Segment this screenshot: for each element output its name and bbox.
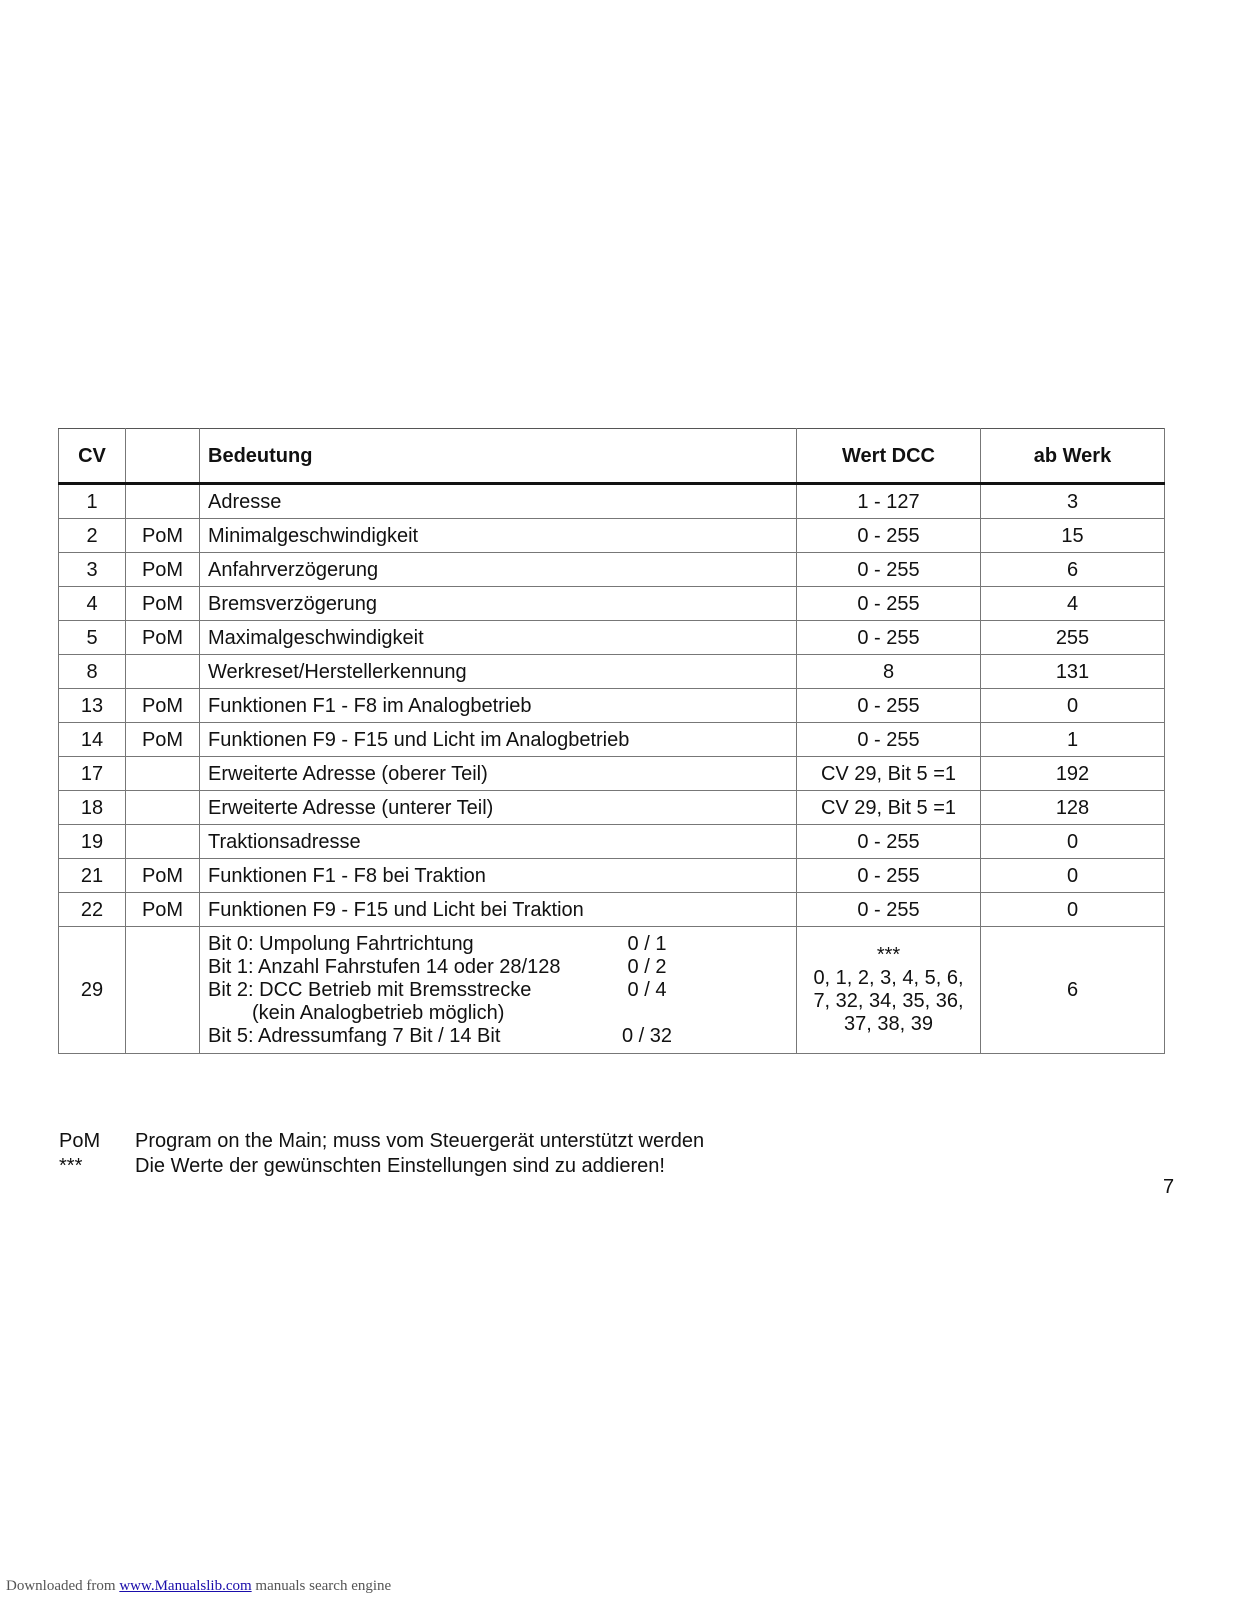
- cv29-bit2-note: (kein Analogbetrieb möglich): [252, 1001, 505, 1024]
- footnote-key: ***: [59, 1155, 83, 1177]
- ab-werk: 255: [981, 621, 1165, 655]
- footnote-asterisks: [59, 1154, 704, 1179]
- ab-werk: 0: [981, 893, 1165, 927]
- pom-flag: PoM: [126, 859, 200, 893]
- cv29-wert-dcc: [797, 927, 981, 1054]
- cv29-bit1-text: Bit 1: Anzahl Fahrstufen 14 oder 28/128: [208, 955, 561, 978]
- wert-dcc: 0 - 255: [797, 519, 981, 553]
- wert-dcc: 8: [797, 655, 981, 689]
- cv-description: Werkreset/Herstellerkennung: [200, 655, 797, 689]
- table-row: [59, 621, 1165, 655]
- header-cv: CV: [59, 429, 126, 484]
- ab-werk: 1: [981, 723, 1165, 757]
- pom-flag: [126, 484, 200, 519]
- ab-werk: 131: [981, 655, 1165, 689]
- cv29-ab-werk: 6: [981, 927, 1165, 1054]
- footer-prefix: Downloaded from: [6, 1578, 120, 1594]
- cv-description: Funktionen F1 - F8 im Analogbetrieb: [200, 689, 797, 723]
- pom-flag: PoM: [126, 553, 200, 587]
- pom-flag: PoM: [126, 519, 200, 553]
- footnote-text: Program on the Main; muss vom Steuergerät unterstützt werden: [135, 1130, 705, 1152]
- table-row-cv29: [59, 927, 1165, 1054]
- cv-description: Traktionsadresse: [200, 825, 797, 859]
- footnotes: [59, 1129, 704, 1179]
- cv-description: Funktionen F9 - F15 und Licht im Analogbetrieb: [200, 723, 797, 757]
- cv29-bit2-text: Bit 2: DCC Betrieb mit Bremsstrecke: [208, 978, 532, 1001]
- cv29-bit-descriptions: [200, 927, 561, 1054]
- cv29-number: 29: [59, 927, 126, 1054]
- cv29-wert-line-1: 0, 1, 2, 3, 4, 5, 6,: [813, 967, 964, 989]
- cv-description: Funktionen F9 - F15 und Licht bei Traktion: [200, 893, 797, 927]
- cv-number: 2: [59, 519, 126, 553]
- wert-dcc: CV 29, Bit 5 =1: [797, 791, 981, 825]
- cv-number: 14: [59, 723, 126, 757]
- cv-description: Funktionen F1 - F8 bei Traktion: [200, 859, 797, 893]
- cv-number: 4: [59, 587, 126, 621]
- cv-number: 3: [59, 553, 126, 587]
- cv29-bit2-value: 0 / 4: [627, 978, 667, 1001]
- ab-werk: 0: [981, 825, 1165, 859]
- wert-dcc: 0 - 255: [797, 723, 981, 757]
- table-row: [59, 484, 1165, 519]
- pom-flag: [126, 825, 200, 859]
- cv-description: Bremsverzögerung: [200, 587, 797, 621]
- wert-dcc: 0 - 255: [797, 893, 981, 927]
- cv-number: 1: [59, 484, 126, 519]
- cv29-wert-marker: ***: [876, 944, 901, 966]
- cv-number: 17: [59, 757, 126, 791]
- ab-werk: 3: [981, 484, 1165, 519]
- cv29-bit2-note-value: [506, 1002, 788, 1025]
- cv-table: [58, 428, 1165, 1054]
- header-pom: [126, 429, 200, 484]
- page-number: 7: [1163, 1176, 1175, 1198]
- cv-number: 8: [59, 655, 126, 689]
- pom-flag: [126, 655, 200, 689]
- table-row: [59, 825, 1165, 859]
- table-body: [59, 484, 1165, 1054]
- manualslib-link[interactable]: www.Manualslib.com: [119, 1578, 252, 1594]
- wert-dcc: 0 - 255: [797, 553, 981, 587]
- cv-number: 22: [59, 893, 126, 927]
- cv-number: 21: [59, 859, 126, 893]
- wert-dcc: 1 - 127: [797, 484, 981, 519]
- footer-suffix: manuals search engine: [251, 1578, 392, 1594]
- ab-werk: 15: [981, 519, 1165, 553]
- cv29-wert-line-2: 7, 32, 34, 35, 36,: [813, 990, 964, 1012]
- wert-dcc: CV 29, Bit 5 =1: [797, 757, 981, 791]
- cv29-bit0-text: Bit 0: Umpolung Fahrtrichtung: [208, 932, 474, 955]
- pom-flag: PoM: [126, 587, 200, 621]
- ab-werk: 0: [981, 689, 1165, 723]
- table-row: [59, 893, 1165, 927]
- ab-werk: 192: [981, 757, 1165, 791]
- wert-dcc: 0 - 255: [797, 689, 981, 723]
- table-row: [59, 655, 1165, 689]
- ab-werk: 128: [981, 791, 1165, 825]
- table-row: [59, 757, 1165, 791]
- footnote-key: PoM: [59, 1130, 101, 1152]
- footnote-pom: [59, 1129, 704, 1154]
- cv-description: Erweiterte Adresse (unterer Teil): [200, 791, 797, 825]
- wert-dcc: 0 - 255: [797, 825, 981, 859]
- cv-description: Adresse: [200, 484, 797, 519]
- pom-flag: PoM: [126, 689, 200, 723]
- pom-flag: PoM: [126, 893, 200, 927]
- cv29-wert-line-3: 37, 38, 39: [844, 1013, 933, 1035]
- cv-description: Maximalgeschwindigkeit: [200, 621, 797, 655]
- cv29-bit5-text: Bit 5: Adressumfang 7 Bit / 14 Bit: [208, 1024, 501, 1047]
- table-header-row: [59, 429, 1165, 484]
- header-ab-werk: ab Werk: [981, 429, 1165, 484]
- table-row: [59, 859, 1165, 893]
- cv-number: 19: [59, 825, 126, 859]
- download-footer: [6, 1578, 391, 1595]
- ab-werk: 0: [981, 859, 1165, 893]
- ab-werk: 6: [981, 553, 1165, 587]
- cv-number: 18: [59, 791, 126, 825]
- cv-number: 5: [59, 621, 126, 655]
- cv-number: 13: [59, 689, 126, 723]
- pom-flag: [126, 757, 200, 791]
- wert-dcc: 0 - 255: [797, 859, 981, 893]
- ab-werk: 4: [981, 587, 1165, 621]
- cv29-bit1-value: 0 / 2: [627, 955, 667, 978]
- pom-flag: PoM: [126, 621, 200, 655]
- footnote-text: Die Werte der gewünschten Einstellungen sind zu addieren!: [135, 1155, 665, 1177]
- cv-description: Minimalgeschwindigkeit: [200, 519, 797, 553]
- table-row: [59, 791, 1165, 825]
- cv-description: Erweiterte Adresse (oberer Teil): [200, 757, 797, 791]
- table-row: [59, 519, 1165, 553]
- pom-flag: [126, 791, 200, 825]
- pom-flag: PoM: [126, 723, 200, 757]
- table-row: [59, 553, 1165, 587]
- cv29-bit5-value: 0 / 32: [621, 1024, 673, 1047]
- header-bedeutung: Bedeutung: [200, 429, 797, 484]
- wert-dcc: 0 - 255: [797, 621, 981, 655]
- cv29-bit-values: [498, 927, 797, 1054]
- cv-description: Anfahrverzögerung: [200, 553, 797, 587]
- table-row: [59, 587, 1165, 621]
- header-wert-dcc: Wert DCC: [797, 429, 981, 484]
- cv29-pom: [126, 927, 200, 1054]
- table-row: [59, 723, 1165, 757]
- table-row: [59, 689, 1165, 723]
- cv29-bit0-value: 0 / 1: [627, 932, 667, 955]
- wert-dcc: 0 - 255: [797, 587, 981, 621]
